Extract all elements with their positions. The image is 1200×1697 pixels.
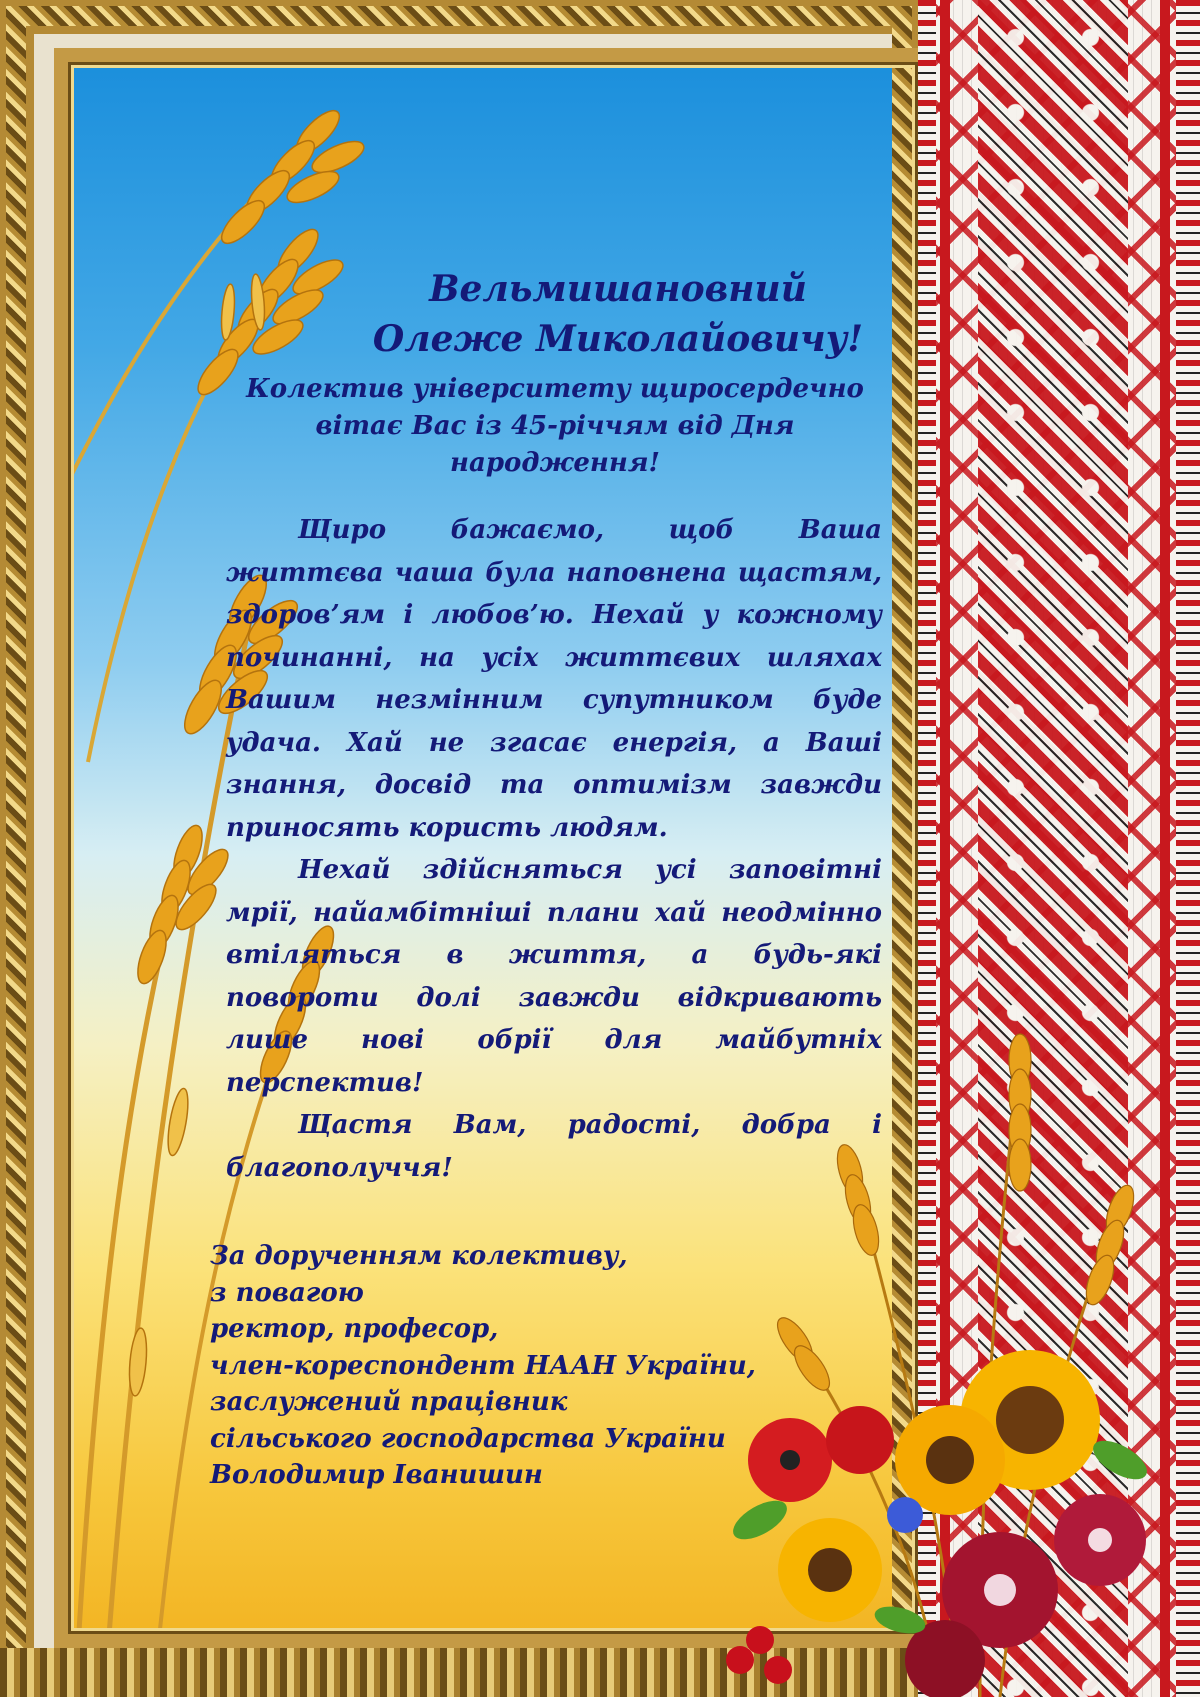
signature-line-2: з повагою (210, 1277, 364, 1308)
signature-line-3: ректор, професор, (210, 1314, 499, 1344)
salutation-title: Вельмишановний (429, 268, 807, 310)
signature-line-1: За дорученням колективу, (210, 1241, 628, 1271)
signer-name: Володимир Іванишин (210, 1460, 543, 1490)
intro-line-1: Колектив університету щиросердечно (246, 374, 864, 404)
signature-line-6: сільського господарства України (210, 1423, 726, 1454)
wishes-paragraph-1: Щиро бажаємо, щоб Ваша життєва чаша була наповнена щастям, здоров’ям і любов’ю. Нехай у кожному починанні, на усіх життєвих шляхах Вашим незмінним супутником буде удача. Хай не згасає енергія, а Ваші знання, досвід та оптимізм завжди приносять користь людям. (226, 515, 882, 843)
signature-block (210, 1238, 770, 1494)
signature-line-5: заслужений працівник (210, 1387, 568, 1417)
wishes-paragraph-2: Нехай здійсняться усі заповітні мрії, найамбітніші плани хай неодмінно втіляться в життя, а будь-які повороти долі завжди відкривають лише нові обрії для майбутніх перспектив! (226, 855, 882, 1098)
intro-line-2: вітає Вас із 45-річчям від Дня народження! (315, 411, 795, 478)
signature-line-4: член-кореспондент НААН України, (210, 1350, 756, 1381)
wishes-paragraph-3: Щастя Вам, радості, добра і благополуччя! (226, 1110, 882, 1183)
flower-bouquet-illustration (700, 900, 1200, 1697)
intro-text (230, 371, 880, 482)
salutation-name: Олеже Миколайовичу! (372, 318, 864, 360)
